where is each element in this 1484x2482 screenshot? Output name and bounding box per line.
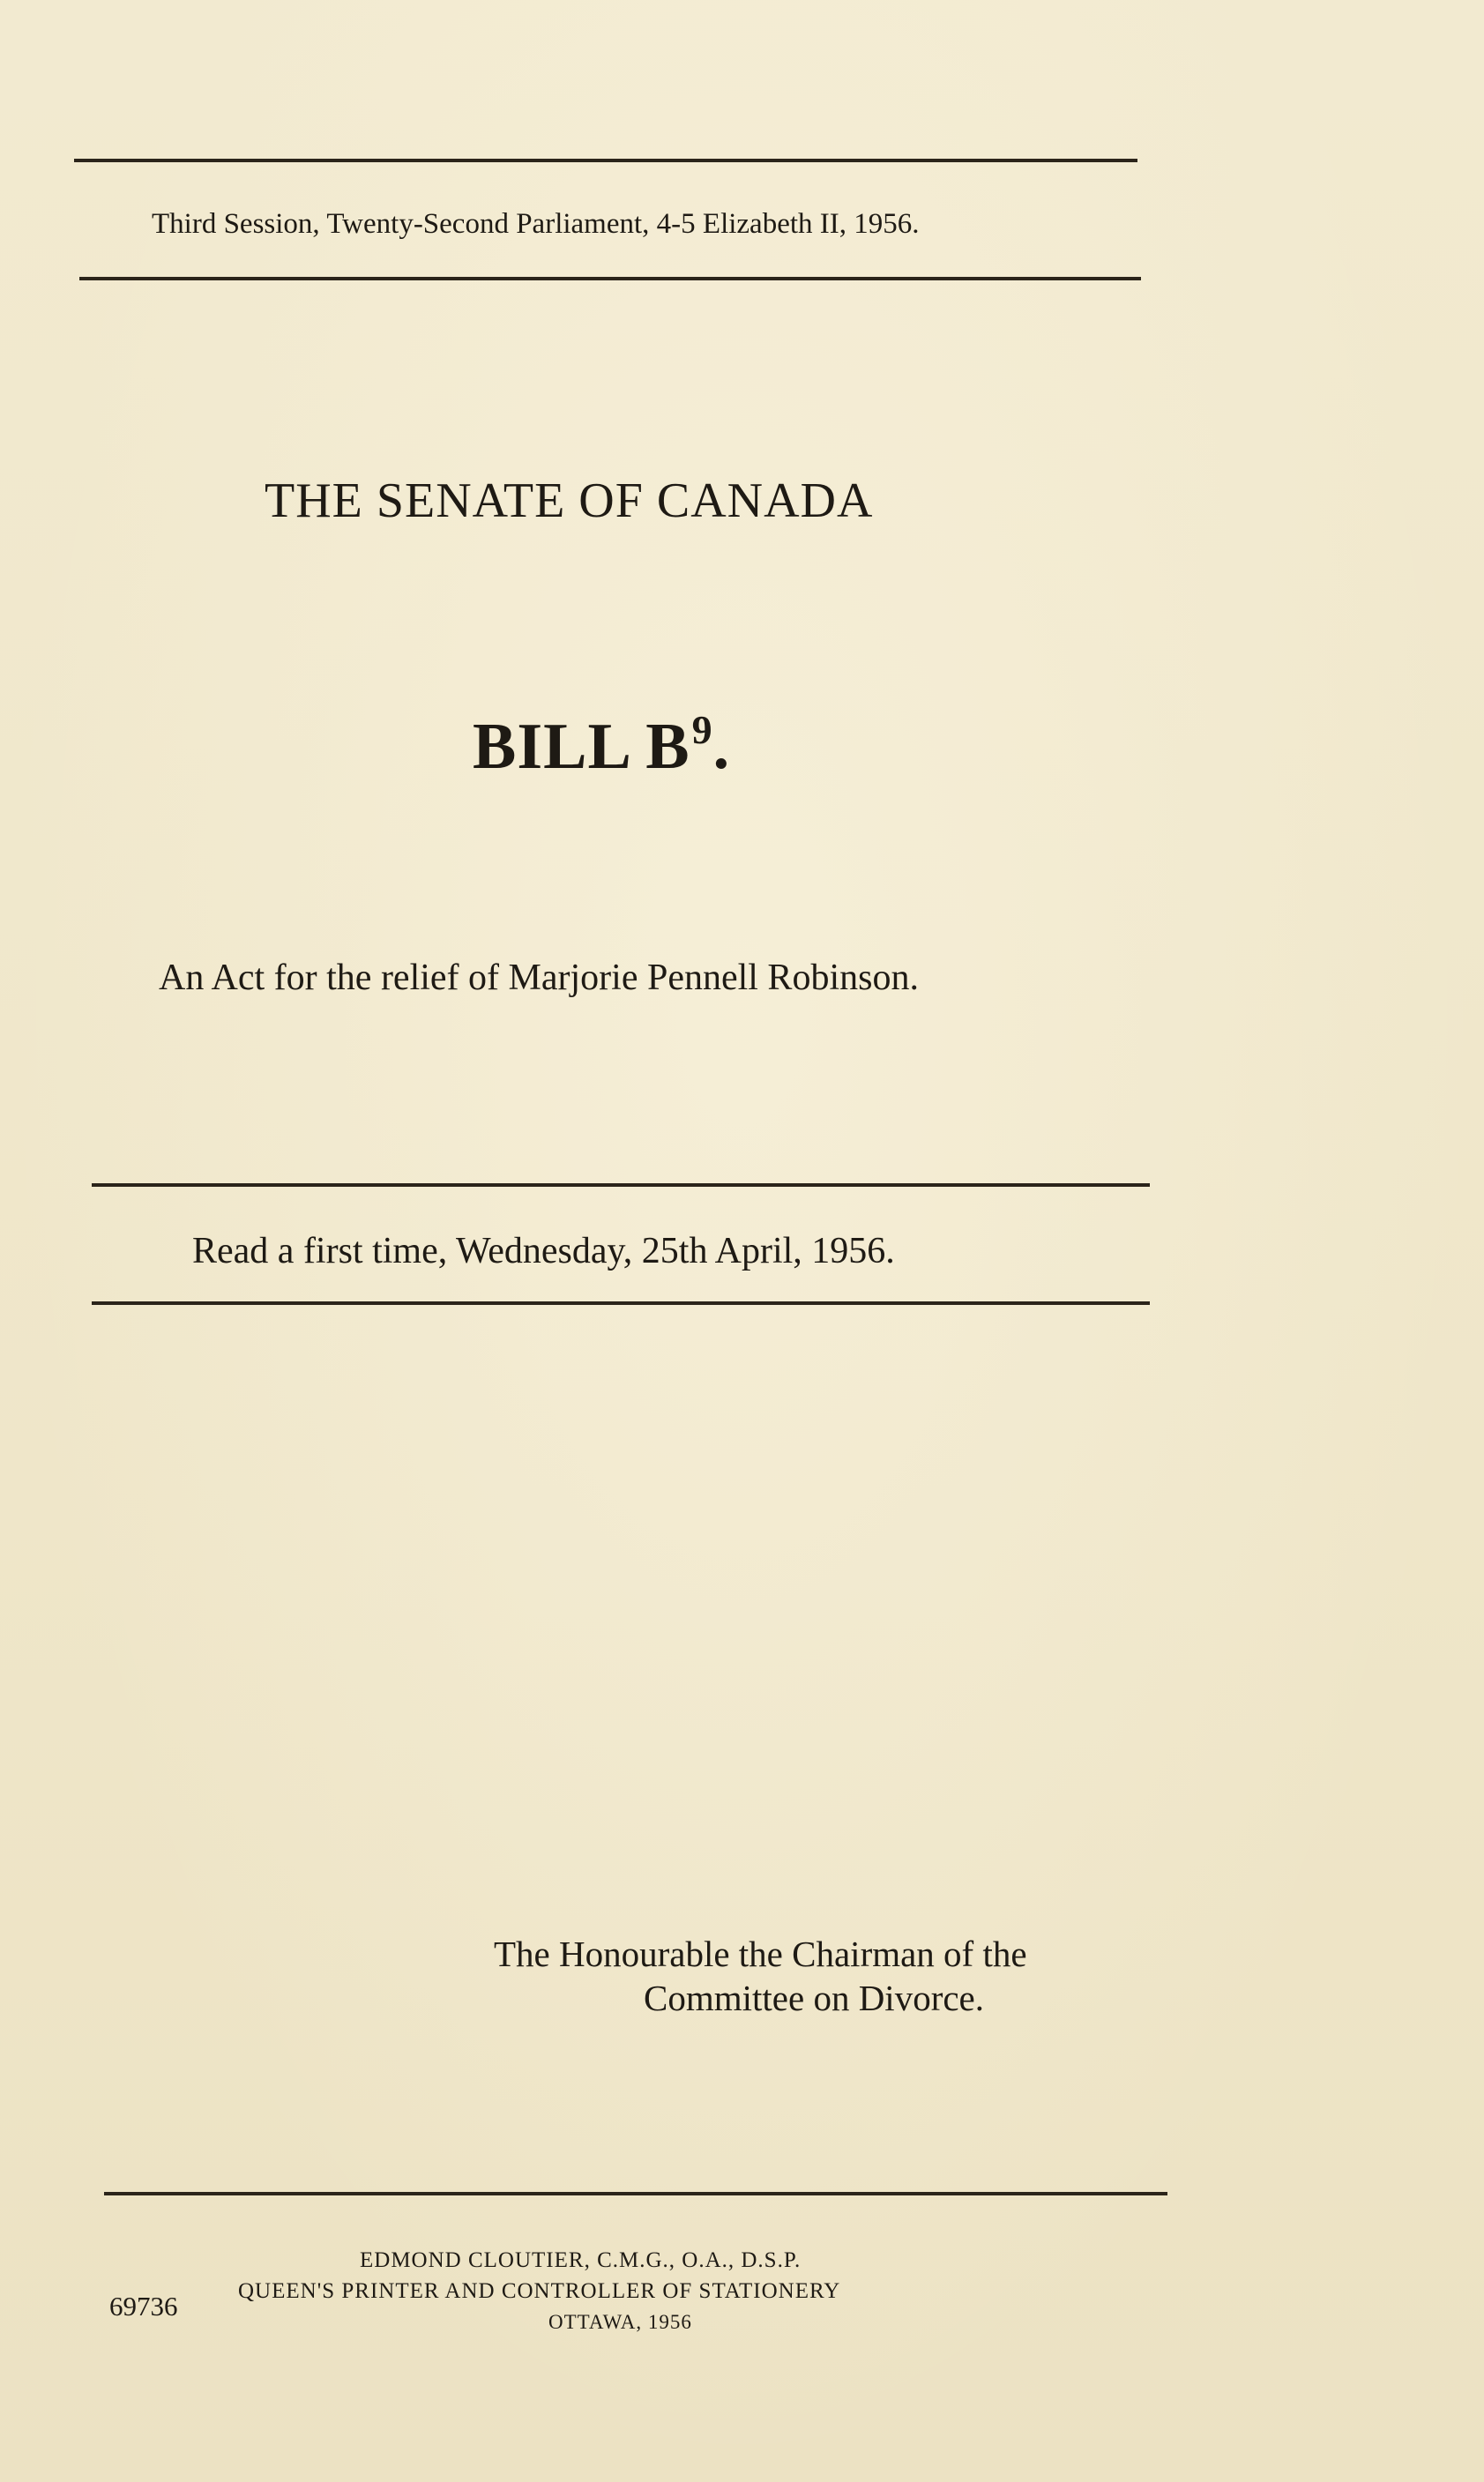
printer-location: OTTAWA, 1956 <box>548 2311 692 2333</box>
act-title: An Act for the relief of Marjorie Pennell Robinson. <box>159 958 919 998</box>
printer-title: QUEEN'S PRINTER AND CONTROLLER OF STATIONERY <box>238 2279 841 2303</box>
reading-bottom-rule <box>92 1301 1150 1305</box>
session-line: Third Session, Twenty-Second Parliament, 4-5 Elizabeth II, 1956. <box>152 208 920 240</box>
sponsor-line-2: Committee on Divorce. <box>644 1978 984 2018</box>
reading-top-rule <box>92 1183 1150 1187</box>
bill-number <box>473 707 731 785</box>
printer-name: EDMOND CLOUTIER, C.M.G., O.A., D.S.P. <box>360 2248 802 2272</box>
imprint-rule <box>104 2192 1167 2195</box>
bill-superscript: 9 <box>691 707 713 752</box>
bill-period: . <box>712 711 731 783</box>
bill-label: BILL B <box>473 711 690 783</box>
print-number: 69736 <box>109 2291 178 2322</box>
sponsor-line-1: The Honourable the Chairman of the <box>494 1934 1027 1974</box>
chamber-title: THE SENATE OF CANADA <box>265 473 874 528</box>
session-rule <box>79 277 1141 280</box>
first-reading-line: Read a first time, Wednesday, 25th April, 1956. <box>192 1231 895 1271</box>
top-rule <box>74 159 1137 162</box>
